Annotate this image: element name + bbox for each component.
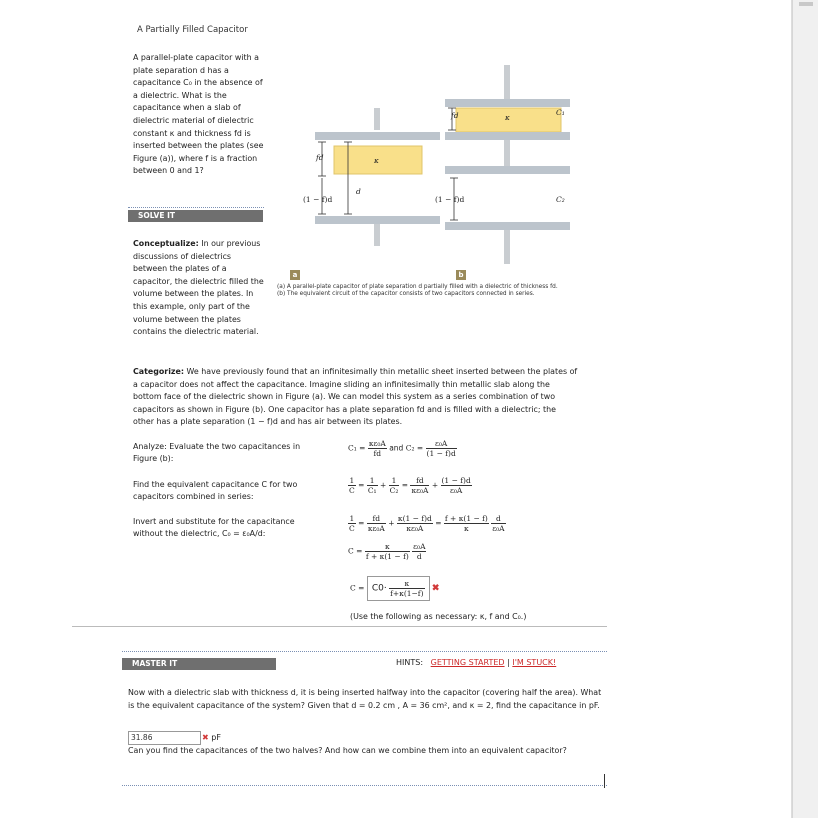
figure-badge-b: b xyxy=(456,270,466,280)
im-stuck-link[interactable]: I'M STUCK! xyxy=(512,658,557,667)
eq-capacitances xyxy=(348,439,457,458)
wire-bottom-b xyxy=(504,230,510,264)
conceptualize-body: In our previous discussions of dielectrics between the plates of a capacitor, the dielectric filled the volume between the plates. In this example, only part of the volume between the plates contains the dielectric material. xyxy=(133,239,264,337)
conceptualize-heading: Conceptualize: xyxy=(133,239,199,248)
figure-badge-a: a xyxy=(290,270,300,280)
master-question: Now with a dielectric slab with thickness d, it is being inserted halfway into the capacitor (covering half the area). What is the equivalent capacitance of the system? Given that d = 0.2 cm , A = 36 cm², and κ = 2, find the capacitance in pF. xyxy=(128,688,602,710)
answer-note: (Use the following as necessary: κ, f and C₀.) xyxy=(350,612,527,621)
divider xyxy=(128,207,264,208)
hints-label: HINTS: xyxy=(396,658,424,667)
analyze-heading: Analyze: xyxy=(133,442,167,451)
label-c2: C₂ xyxy=(556,195,565,204)
categorize-body: We have previously found that an infinitesimally thin metallic sheet inserted between the plates of a capacitor does not affect the capacitance. Imagine sliding an infinitesimally thin metallic slab along the bottom face of the dielectric shown in Figure (a). We can model this system as a series combination of two capacitors as shown in Figure (b). One capacitor has a plate separation fd and is filled with a dielectric; the other has a plate separation (1 − f)d and has air between its plates. xyxy=(133,367,578,427)
label-kappa-b: κ xyxy=(505,113,510,122)
eq-c2-lhs: C₂ = xyxy=(405,443,424,453)
master-divider-top xyxy=(122,651,607,652)
plate-2-b xyxy=(445,132,570,140)
capacitor-figure xyxy=(290,60,590,270)
section-separator xyxy=(72,626,607,627)
eq-and: and xyxy=(389,443,404,453)
label-c1: C₁ xyxy=(556,108,565,117)
analyze-label: Evaluate the two capacitances in Figure (b): xyxy=(133,442,301,463)
plate-1-b xyxy=(445,99,570,107)
conceptualize-text xyxy=(133,238,267,339)
vertical-scrollbar[interactable] xyxy=(792,0,818,818)
eq-c1-lhs: C₁ = xyxy=(348,443,366,453)
master-divider-bottom xyxy=(122,785,607,786)
hint-separator: | xyxy=(507,658,510,667)
step-invert: Invert and substitute for the capacitance without the dielectric, C₀ = ε₀A/d: xyxy=(133,517,295,538)
master-it-tab[interactable]: MASTER IT xyxy=(122,658,276,670)
wire-mid-b xyxy=(504,140,510,166)
answer-input[interactable]: C0· $\frac{\kappa}{f+\kappa(1-f)}$ xyxy=(367,576,430,601)
feedback-text: Can you find the capacitances of the two halves? And how can we combine them into an equivalent capacitor? xyxy=(128,746,567,755)
label-1-f-d-b: (1 − f)d xyxy=(435,195,465,204)
wire-top-a xyxy=(374,108,380,130)
page-title: A Partially Filled Capacitor xyxy=(137,25,248,35)
wire-bottom-a xyxy=(374,224,380,246)
label-d-a: d xyxy=(356,187,361,196)
eq-result: C = $\frac{\kappa}{f + \kappa(1 - f)}$ $\frac{\text{ε₀A}}{d}$ xyxy=(348,542,426,561)
step-analyze xyxy=(133,441,313,465)
plate-4-b xyxy=(445,222,570,230)
answer-feedback-row xyxy=(202,731,221,745)
eq-invert: $\frac{1}{C}$ = $\frac{fd}{\text{κε₀A}}$ + $\frac{\kappa(1 - f)d}{\text{κε₀A}}$ = $\frac{f + \kappa(1 - f)}{\kappa}$ $\frac{d}{\text{ε₀A}}$ xyxy=(349,514,505,533)
intro-text: A parallel-plate capacitor with a plate separation d has a capacitance C₀ in the absence of a dielectric. What is the capacitance when a slab of dielectric material of dielectric constant κ and thickness fd is inserted between the plates (see Figure (a)), where f is a fraction between 0 and 1? xyxy=(133,53,264,176)
unit-label: pF xyxy=(211,733,221,742)
step-series: Find the equivalent capacitance C for two capacitors combined in series: xyxy=(133,480,298,501)
scrollbar-thumb[interactable] xyxy=(799,2,813,6)
answer-lhs: C = xyxy=(350,583,365,593)
hints-bar xyxy=(396,658,556,667)
plate-3-b xyxy=(445,166,570,174)
wrong-icon: ✖ xyxy=(202,733,209,742)
text-cursor xyxy=(604,774,605,788)
label-fd-a: fd xyxy=(316,153,324,162)
plate-top-a xyxy=(315,132,440,140)
answer-row xyxy=(350,576,439,601)
wire-top-b xyxy=(504,65,510,99)
wrong-icon: ✖ xyxy=(431,583,440,594)
eq-c2-frac: $\frac{\text{ε₀A}}{(1 - f)d}$ xyxy=(426,439,456,458)
eq-c1-frac: $\frac{\text{κε₀A}}{fd}$ xyxy=(368,439,386,458)
figure-caption: (a) A parallel-plate capacitor of plate separation d partially filled with a dielectric of thickness fd. (b) The equivalent circuit of the capacitor consists of two capacitors connected in series. xyxy=(277,284,558,297)
plate-bottom-a xyxy=(315,216,440,224)
solve-it-tab[interactable]: SOLVE IT xyxy=(128,210,263,222)
label-1-f-d-a: (1 − f)d xyxy=(303,195,333,204)
capacitance-input[interactable]: 31.86 xyxy=(128,731,201,745)
categorize-text xyxy=(133,366,579,429)
categorize-heading: Categorize: xyxy=(133,367,185,376)
eq-series: $\frac{1}{C}$ = $\frac{1}{\text{C₁}}$ + $\frac{1}{\text{C₂}}$ = $\frac{fd}{\text{κε₀A}}$ + $\frac{(1 - f)d}{\text{ε₀A}}$ xyxy=(349,476,471,495)
label-kappa-a: κ xyxy=(374,156,379,165)
label-fd-b: fd xyxy=(451,111,459,120)
getting-started-link[interactable]: GETTING STARTED xyxy=(430,658,505,667)
